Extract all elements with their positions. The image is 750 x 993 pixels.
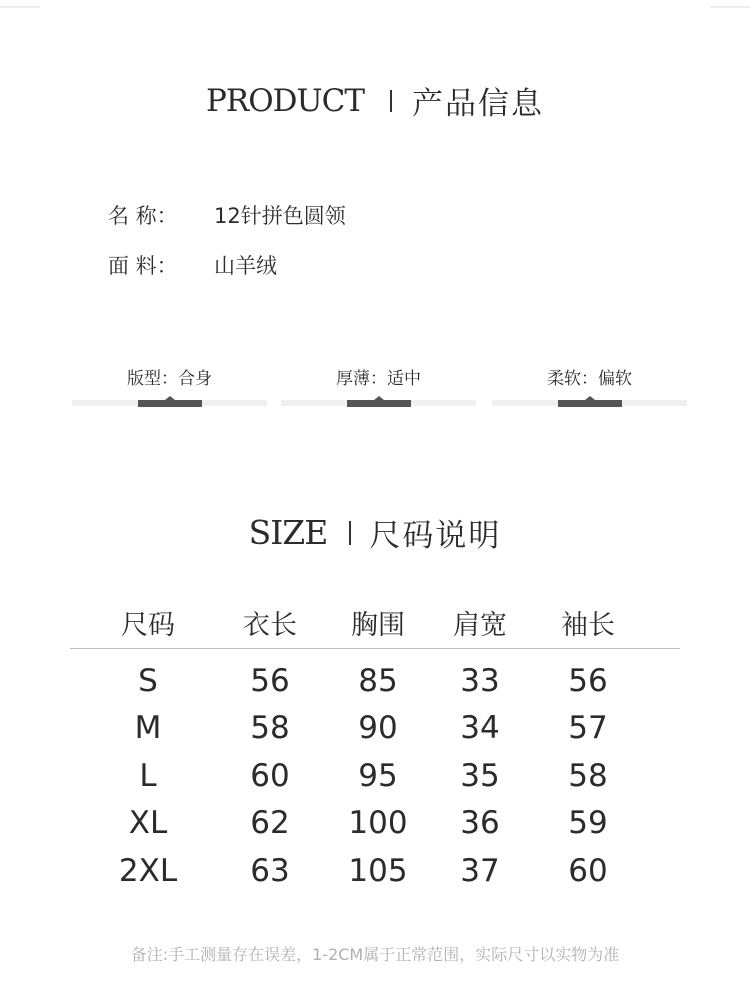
attribute-softness-track: [492, 400, 687, 406]
attribute-fit-indicator: [138, 400, 202, 407]
cell-length: 56: [250, 662, 290, 699]
top-right-divider: [710, 6, 750, 8]
cell-length: 62: [250, 805, 290, 842]
title-separator: [390, 90, 392, 112]
attribute-fit-track: [72, 400, 267, 406]
size-title-cn: 尺码说明: [369, 518, 502, 554]
size-table-body: [70, 649, 680, 895]
measurement-footnote: 备注:手工测量存在误差，1-2CM属于正常范围，实际尺寸以实物为准: [130, 945, 620, 964]
cell-length: 60: [250, 757, 290, 794]
cell-size: L: [139, 757, 157, 794]
cell-chest: 85: [358, 662, 398, 699]
header-length: 衣长: [243, 609, 297, 641]
header-shoulder: 肩宽: [453, 609, 507, 641]
product-fabric-row: [108, 250, 277, 280]
product-title-cn: 产品信息: [412, 86, 544, 122]
size-section-title: [0, 510, 750, 555]
cell-shoulder: 37: [460, 852, 500, 889]
attribute-thickness-track: [281, 400, 476, 406]
cell-chest: 90: [358, 710, 398, 747]
attribute-softness-indicator: [558, 400, 622, 407]
attribute-thickness-label: 厚薄：适中: [336, 369, 421, 389]
table-row: [70, 657, 680, 705]
product-fabric-label: 面 料：: [108, 254, 178, 278]
cell-sleeve: 58: [568, 757, 608, 794]
header-size: 尺码: [121, 609, 175, 641]
cell-shoulder: 33: [460, 662, 500, 699]
table-row: [70, 752, 680, 800]
cell-length: 63: [250, 852, 290, 889]
cell-shoulder: 36: [460, 805, 500, 842]
attribute-softness: [492, 364, 687, 406]
cell-chest: 100: [348, 805, 408, 842]
cell-chest: 95: [358, 757, 398, 794]
attribute-softness-label: 柔软：偏软: [547, 369, 632, 389]
product-name-label: 名 称：: [108, 204, 178, 228]
header-sleeve: 袖长: [561, 609, 615, 641]
cell-sleeve: 59: [568, 805, 608, 842]
attribute-thickness: [281, 364, 476, 406]
product-name-row: [108, 200, 346, 230]
top-left-divider: [0, 6, 40, 8]
cell-chest: 105: [348, 852, 408, 889]
product-title-en: PRODUCT: [206, 82, 364, 119]
attribute-fit: [72, 364, 267, 406]
product-fabric-value: 山羊绒: [214, 254, 277, 278]
cell-shoulder: 34: [460, 710, 500, 747]
cell-size: XL: [128, 805, 168, 842]
size-table-header: [70, 596, 680, 649]
cell-sleeve: 56: [568, 662, 608, 699]
size-title-en: SIZE: [248, 513, 328, 552]
product-name-value: 12针拼色圆领: [214, 204, 346, 228]
cell-shoulder: 35: [460, 757, 500, 794]
attribute-fit-label: 版型：合身: [127, 369, 212, 389]
cell-length: 58: [250, 710, 290, 747]
cell-size: M: [134, 710, 162, 747]
title-separator: [349, 521, 351, 545]
table-row: [70, 847, 680, 895]
table-row: [70, 800, 680, 848]
attribute-thickness-indicator: [347, 400, 411, 407]
cell-size: 2XL: [118, 852, 178, 889]
cell-sleeve: 57: [568, 710, 608, 747]
cell-size: S: [138, 662, 158, 699]
table-row: [70, 705, 680, 753]
cell-sleeve: 60: [568, 852, 608, 889]
header-chest: 胸围: [351, 609, 405, 641]
size-table: [70, 596, 680, 895]
product-section-title: [0, 78, 750, 123]
